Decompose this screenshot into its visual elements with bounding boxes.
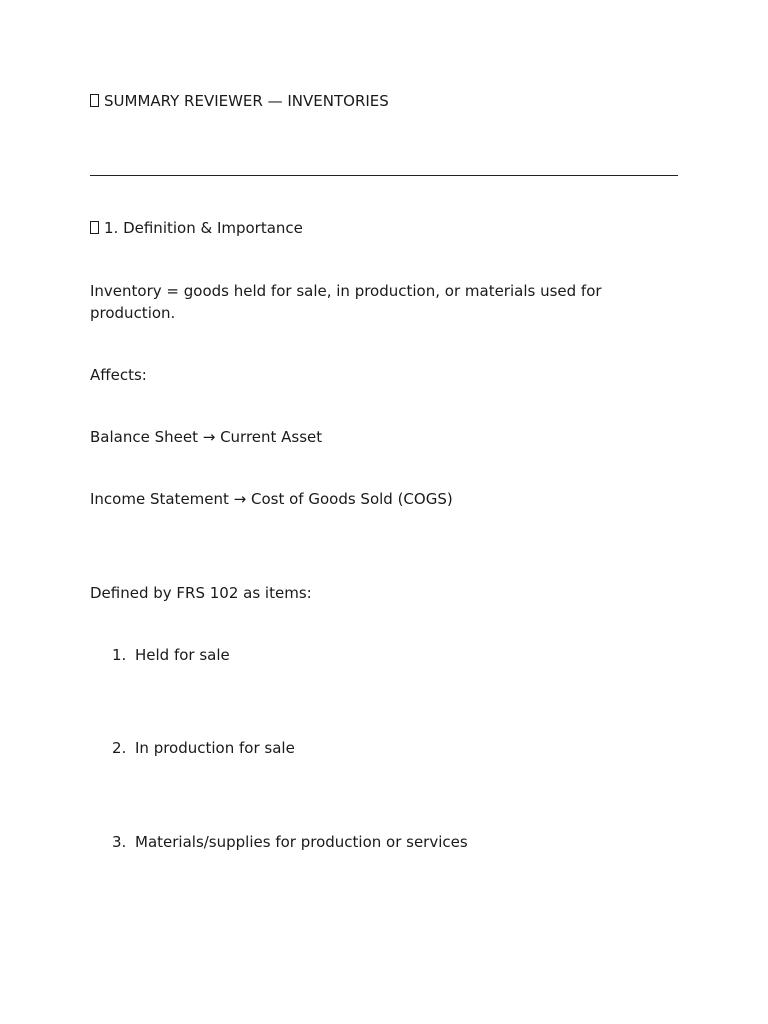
missing-glyph-icon [90,221,99,234]
list-item [112,644,230,666]
list-item-text: Held for sale [135,646,230,664]
document-title-text: SUMMARY REVIEWER — INVENTORIES [104,92,389,110]
list-item [112,831,468,853]
list-item-number: 3. [112,833,127,851]
list-item-text: In production for sale [135,739,295,757]
inventory-definition: Inventory = goods held for sale, in production, or materials used for production. [90,282,602,322]
list-item [112,737,295,759]
affects-item-balance-sheet: Balance Sheet → Current Asset [90,428,323,446]
document-page [90,0,678,1024]
document-title [90,90,389,112]
list-item-number: 2. [112,739,127,757]
list-item-number: 1. [112,646,127,664]
affects-label: Affects: [90,366,147,384]
frs-intro: Defined by FRS 102 as items: [90,584,312,602]
section-heading-text: 1. Definition & Importance [104,219,303,237]
section-heading [90,217,303,239]
list-item-text: Materials/supplies for production or services [135,833,468,851]
missing-glyph-icon [90,94,99,107]
affects-item-income-statement: Income Statement → Cost of Goods Sold (COGS) [90,490,453,508]
horizontal-divider [90,175,678,176]
